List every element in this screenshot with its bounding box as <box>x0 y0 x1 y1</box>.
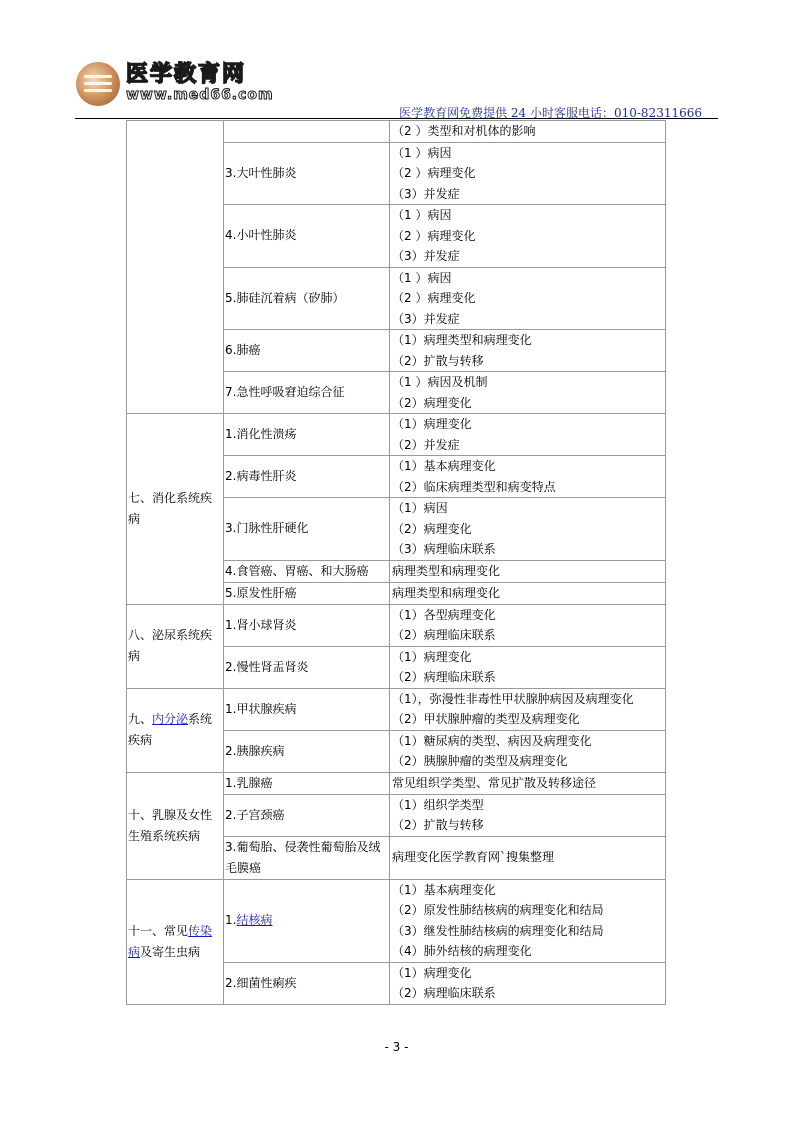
topic-cell: 3.门脉性肝硬化 <box>224 498 390 561</box>
logo-url: www.med66.com <box>126 87 274 103</box>
chapter-suffix: 系统疾病 <box>128 712 213 747</box>
content-line: （1）糖尿病的类型、病因及病理变化 <box>392 733 592 748</box>
header-divider <box>75 118 718 119</box>
content-line: （2）病理临床联系 <box>392 986 496 1000</box>
topic-cell: 1.乳腺癌 <box>224 772 390 794</box>
content-line: （1）病理类型和病理变化 <box>392 333 532 347</box>
content-line: （1 ）病因 <box>392 145 452 160</box>
topic-cell: 3.大叶性肺炎 <box>224 142 390 205</box>
chapter-prefix: 十一、常见 <box>128 923 189 938</box>
topic-cell: 2.胰腺疾病 <box>224 730 390 772</box>
content-cell <box>390 121 666 143</box>
topic-cell: 4.小叶性肺炎 <box>224 205 390 268</box>
topic-cell: 5.肺硅沉着病（矽肺） <box>224 267 390 330</box>
content-line: （1）病理变化 <box>392 417 472 431</box>
infectious-disease-link[interactable]: 传染病 <box>128 923 213 959</box>
content-cell <box>390 688 666 730</box>
content-cell <box>390 267 666 330</box>
content-line: （2 ）病理变化 <box>392 291 476 305</box>
logo-emblem-icon <box>76 62 120 106</box>
table-row <box>127 121 666 143</box>
content-cell <box>390 794 666 836</box>
content-line: （1 ）病因 <box>392 270 452 285</box>
topic-cell: 1.甲状腺疾病 <box>224 688 390 730</box>
topic-cell: 4.食管癌、胃癌、和大肠癌 <box>224 560 390 582</box>
content-cell <box>390 330 666 372</box>
content-line: （2）扩散与转移 <box>392 818 484 832</box>
topic-prefix: 1. <box>225 913 237 927</box>
content-line: （2）病理变化 <box>392 521 472 536</box>
content-line: （1）组织学类型 <box>392 797 484 812</box>
content-line: 病理类型和病理变化 <box>392 585 501 600</box>
content-line: （2）并发症 <box>392 437 460 452</box>
table-row <box>127 414 666 456</box>
logo-title: 医学教育网 <box>126 61 247 87</box>
topic-cell: 2.子宫颈癌 <box>224 794 390 836</box>
content-cell <box>390 604 666 646</box>
table-row <box>127 879 666 962</box>
content-cell <box>390 414 666 456</box>
content-line: （3）继发性肺结核病的病理变化和结局 <box>392 923 604 938</box>
syllabus-table <box>126 120 666 1005</box>
topic-cell <box>224 879 390 962</box>
content-line: （3）并发症 <box>392 311 460 326</box>
content-line: （1）各型病理变化 <box>392 607 496 622</box>
topic-cell: 2.慢性肾盂肾炎 <box>224 646 390 688</box>
chapter-cell: 八、泌尿系统疾病 <box>127 604 224 688</box>
content-line: （1），弥漫性非毒性甲状腺肿病因及病理变化 <box>392 691 634 706</box>
chapter-cell: 十、乳腺及女性生殖系统疾病 <box>127 772 224 879</box>
content-line: （1）病理变化 <box>392 965 472 980</box>
topic-cell: 1.消化性溃疡 <box>224 414 390 456</box>
header-contact-note: 医学教育网免费提供 24 小时客服电话：010-82311666 <box>399 106 702 120</box>
table-row <box>127 604 666 646</box>
topic-cell: 1.肾小球肾炎 <box>224 604 390 646</box>
content-cell <box>390 142 666 205</box>
endocrine-link[interactable]: 内分泌 <box>152 712 189 726</box>
tuberculosis-link[interactable]: 结核病 <box>236 913 273 927</box>
content-line: （3）并发症 <box>392 186 460 201</box>
chapter-cell: 七、消化系统疾病 <box>127 414 224 605</box>
chapter-cell <box>127 879 224 1004</box>
topic-cell: 7.急性呼吸窘迫综合征 <box>224 372 390 414</box>
content-line: （2 ）类型和对机体的影响 <box>392 124 536 138</box>
topic-cell: 5.原发性肝癌 <box>224 582 390 604</box>
chapter-cell <box>127 688 224 772</box>
topic-cell: 6.肺癌 <box>224 330 390 372</box>
content-line: （2 ）病理变化 <box>392 228 476 243</box>
content-cell <box>390 582 666 604</box>
content-line: （1）基本病理变化 <box>392 459 496 473</box>
chapter-cell <box>127 121 224 414</box>
content-line: 病理变化医学教育网`搜集整理 <box>392 850 555 865</box>
content-line: （1）病因 <box>392 501 448 515</box>
content-cell <box>390 730 666 772</box>
content-line: （2）病理变化 <box>392 395 472 410</box>
content-line: （1 ）病因 <box>392 208 452 222</box>
topic-cell: 2.细菌性痢疾 <box>224 962 390 1004</box>
content-line: （2）扩散与转移 <box>392 353 484 368</box>
content-line: （2）胰腺肿瘤的类型及病理变化 <box>392 754 568 768</box>
content-cell <box>390 772 666 794</box>
content-line: 病理类型和病理变化 <box>392 563 501 578</box>
content-line: （1）病理变化 <box>392 649 472 664</box>
content-line: （3）并发症 <box>392 249 460 263</box>
table-row <box>127 688 666 730</box>
page-number: - 3 - <box>384 1040 409 1054</box>
content-line: （2）病理临床联系 <box>392 670 496 684</box>
content-line: （2）原发性肺结核病的病理变化和结局 <box>392 903 604 917</box>
topic-cell <box>224 121 390 143</box>
content-cell <box>390 372 666 414</box>
content-cell <box>390 456 666 498</box>
chapter-prefix: 九、 <box>128 712 153 726</box>
content-cell <box>390 205 666 268</box>
chapter-suffix: 及寄生虫病 <box>140 944 201 959</box>
content-line: （2）临床病理类型和病变特点 <box>392 479 556 494</box>
topic-cell: 3.葡萄胎、侵袭性葡萄胎及绒毛膜癌 <box>224 836 390 879</box>
content-cell <box>390 560 666 582</box>
content-cell <box>390 646 666 688</box>
content-line: （1 ）病因及机制 <box>392 375 488 389</box>
content-line: （4）肺外结核的病理变化 <box>392 944 532 958</box>
content-line: （1）基本病理变化 <box>392 882 496 897</box>
content-cell <box>390 836 666 879</box>
content-line: （2）甲状腺肿瘤的类型及病理变化 <box>392 712 580 726</box>
topic-cell: 2.病毒性肝炎 <box>224 456 390 498</box>
content-line: 常见组织学类型、常见扩散及转移途径 <box>392 775 597 790</box>
content-cell <box>390 962 666 1004</box>
content-cell <box>390 498 666 561</box>
med66-logo <box>76 62 276 106</box>
content-line: （2）病理临床联系 <box>392 628 496 642</box>
table-row <box>127 772 666 794</box>
content-line: （3）病理临床联系 <box>392 542 496 556</box>
content-line: （2 ）病理变化 <box>392 166 476 180</box>
content-cell <box>390 879 666 962</box>
